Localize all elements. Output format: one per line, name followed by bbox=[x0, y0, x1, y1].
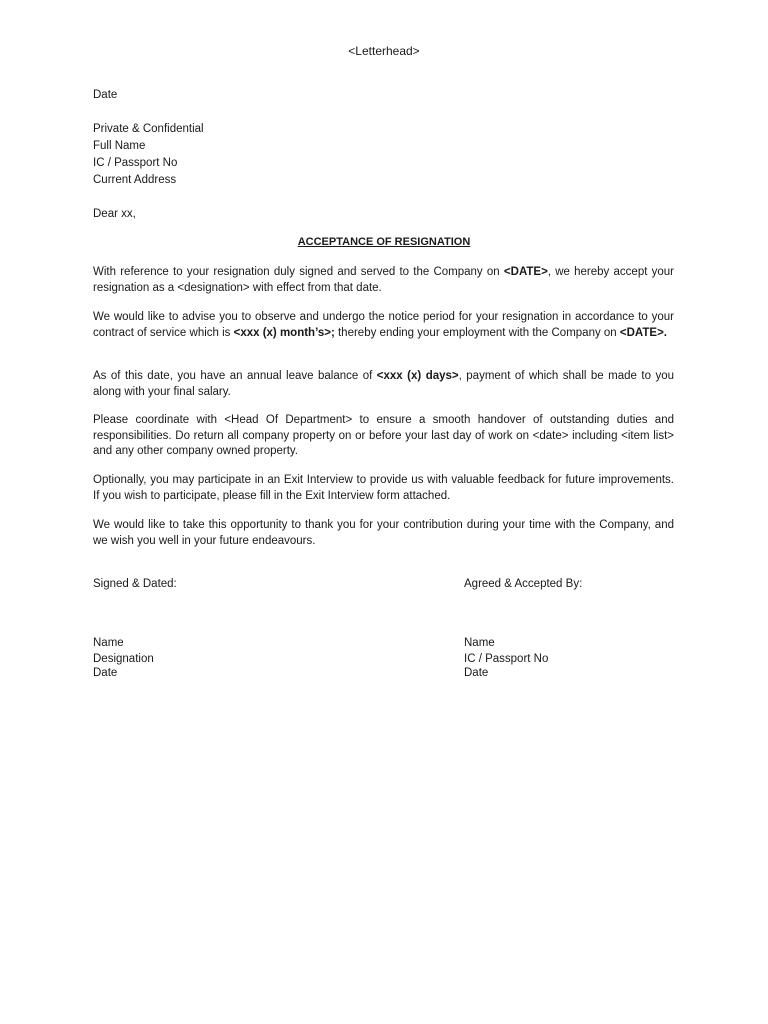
salutation: Dear xx, bbox=[93, 208, 136, 220]
acceptor-ic-passport: IC / Passport No bbox=[464, 653, 549, 665]
paragraph-1 bbox=[93, 265, 674, 296]
paragraph-1-text-a: With reference to your resignation duly signed and served to the Company on bbox=[93, 266, 504, 278]
paragraph-2-date: <DATE>. bbox=[619, 326, 667, 339]
paragraph-1-text-c: , we hereby accept your resignation as a <designation> with effect from that date. bbox=[93, 266, 674, 294]
recipient-full-name: Full Name bbox=[93, 140, 146, 152]
paragraph-2-text-a: We would like to advise you to observe and undergo the notice period for your resignation in accordance to your contract of service which is bbox=[93, 311, 674, 339]
paragraph-2-text-c: thereby ending your employment with the Company on bbox=[334, 326, 620, 339]
date-label: Date bbox=[93, 89, 118, 101]
paragraph-6: We would like to take this opportunity to thank you for your contribution during your time with the Company, and we wish you well in your future endeavours. bbox=[93, 519, 674, 547]
agreed-accepted-heading: Agreed & Accepted By: bbox=[464, 578, 583, 590]
recipient-ic-passport: IC / Passport No bbox=[93, 157, 178, 169]
recipient-address: Current Address bbox=[93, 174, 177, 186]
acceptor-name: Name bbox=[464, 637, 495, 649]
signed-dated-heading: Signed & Dated: bbox=[93, 578, 177, 590]
paragraph-3-text-a: As of this date, you have an annual leave balance of bbox=[93, 370, 377, 382]
paragraph-3-text-c: , payment of which shall be made to you along with your final salary. bbox=[93, 370, 674, 398]
paragraph-1-date: <DATE> bbox=[503, 266, 548, 278]
signer-name: Name bbox=[93, 637, 124, 649]
paragraph-5: Optionally, you may participate in an Exit Interview to provide us with valuable feedback for future improvements. If you wish to participate, please fill in the Exit Interview form attached. bbox=[93, 474, 674, 502]
signer-designation: Designation bbox=[93, 653, 154, 665]
signer-date: Date bbox=[93, 667, 118, 679]
acceptor-date: Date bbox=[464, 667, 489, 679]
paragraph-3 bbox=[93, 369, 674, 400]
paragraph-2-notice-period: <xxx (x) month’s>; bbox=[233, 326, 335, 339]
letterhead: <Letterhead> bbox=[348, 44, 420, 58]
paragraph-4: Please coordinate with <Head Of Department> to ensure a smooth handover of outstanding duties and responsibilities. Do return all company property on or before your last day of work on <date> including <item list> and any other company owned property. bbox=[93, 414, 674, 457]
paragraph-2 bbox=[93, 310, 674, 341]
paragraph-3-leave-days: <xxx (x) days> bbox=[376, 370, 459, 382]
letter-title: ACCEPTANCE OF RESIGNATION bbox=[297, 236, 471, 248]
private-confidential: Private & Confidential bbox=[93, 123, 204, 135]
